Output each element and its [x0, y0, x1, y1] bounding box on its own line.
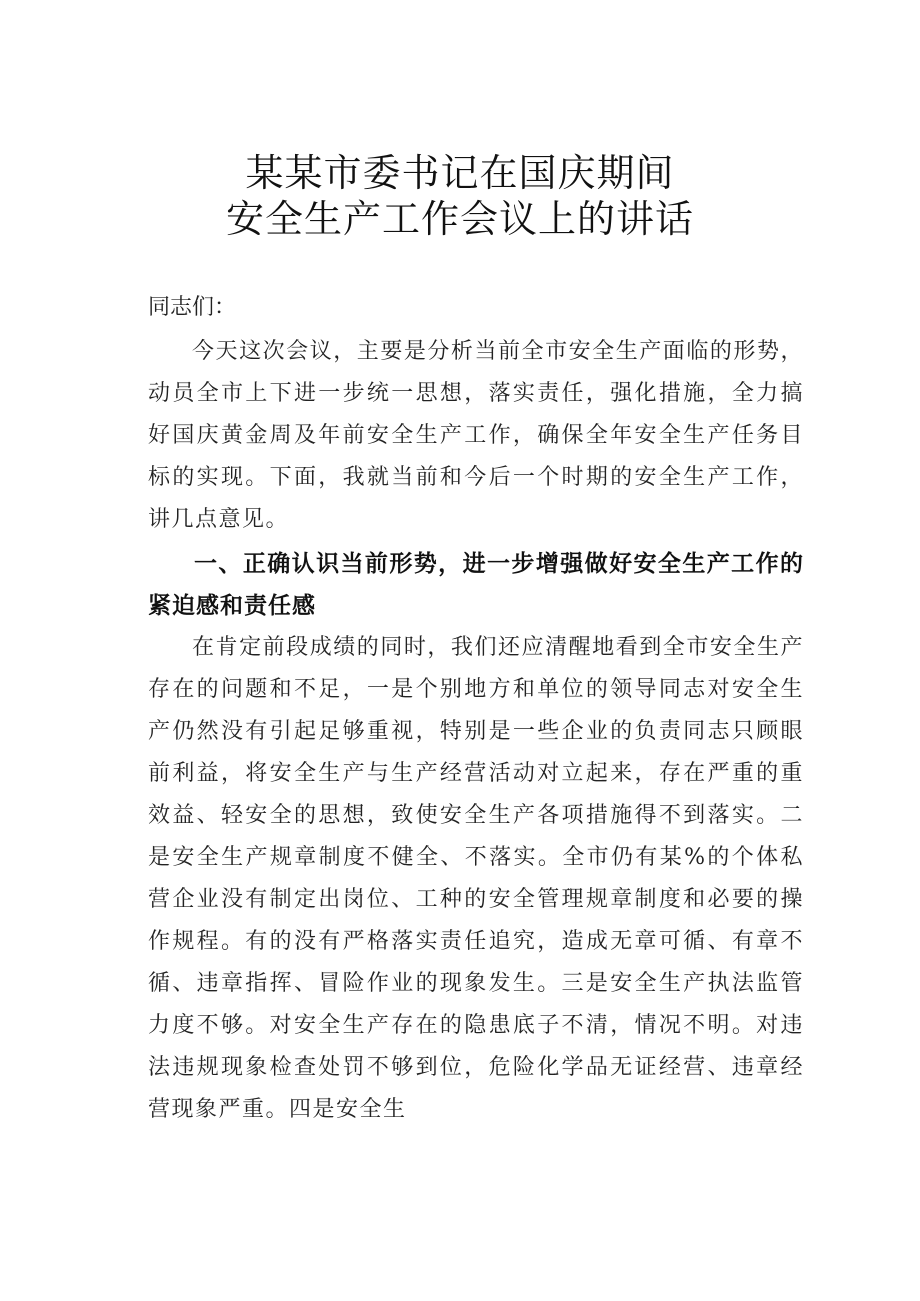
opening-paragraph: 今天这次会议，主要是分析当前全市安全生产面临的形势，动员全市上下进一步统一思想，落实责任，强化措施，全力搞好国庆黄金周及年前安全生产工作，确保全年安全生产任务目标的实现。下面，我就当前和今后一个时期的安全生产工作，讲几点意见。 — [148, 339, 804, 532]
section-1-paragraph: 在肯定前段成绩的同时，我们还应清醒地看到全市安全生产存在的问题和不足，一是个别地方和单位的领导同志对安全生产仍然没有引起足够重视，特别是一些企业的负责同志只顾眼前利益，将安全生产与生产经营活动对立起来，存在严重的重效益、轻安全的思想，致使安全生产各项措施得不到落实。二是安全生产规章制度不健全、不落实。全市仍有某%的个体私营企业没有制定出岗位、工种的安全管理规章制度和必要的操作规程。有的没有严格落实责任追究，造成无章可循、有章不循、违章指挥、冒险作业的现象发生。三是安全生产执法监管力度不够。对安全生产存在的隐患底子不清，情况不明。对违法违规现象检查处罚不够到位，危险化学品无证经营、违章经营现象严重。四是安全生 — [148, 635, 804, 1122]
title-line-2: 安全生产工作会议上的讲话 — [225, 197, 694, 241]
salutation: 同志们： — [148, 295, 237, 320]
title-line-1: 某某市委书记在国庆期间 — [245, 151, 675, 195]
section-1-heading: 一、正确认识当前形势，进一步增强做好安全生产工作的紧迫感和责任感 — [148, 551, 804, 619]
opening-paragraph-container — [148, 331, 804, 541]
section-1-paragraph-container — [148, 627, 804, 1131]
document-title — [0, 150, 920, 242]
